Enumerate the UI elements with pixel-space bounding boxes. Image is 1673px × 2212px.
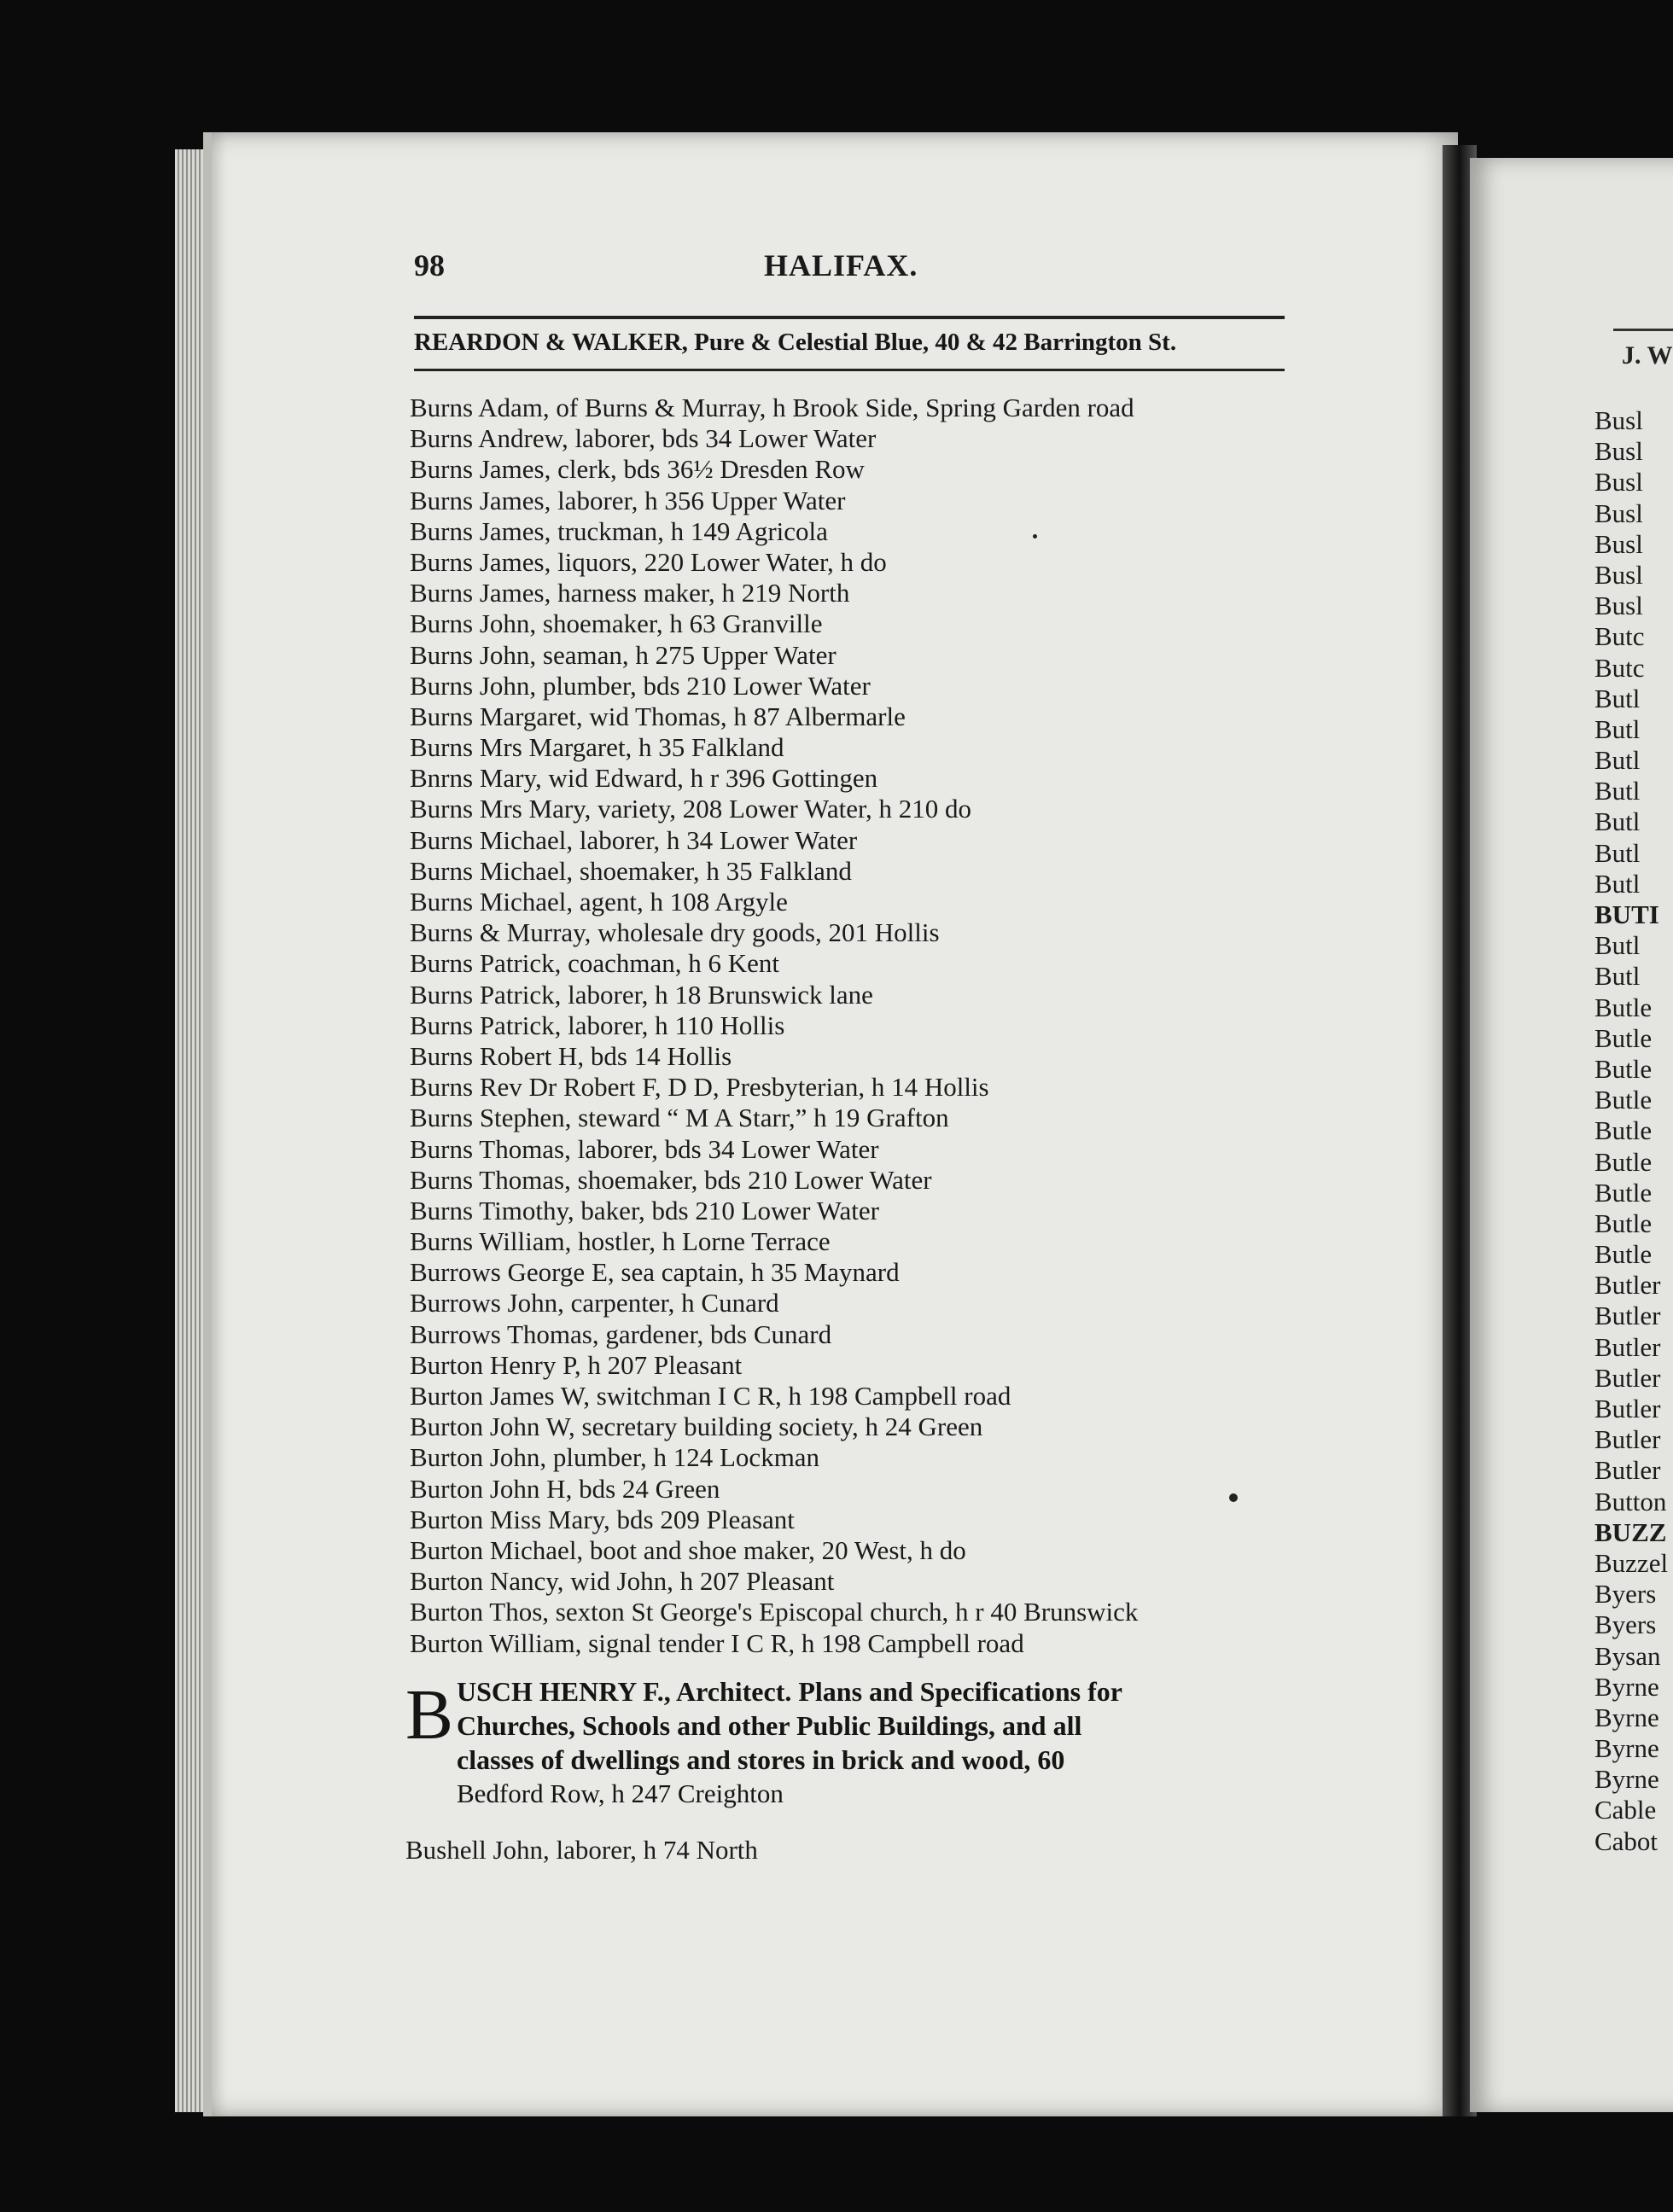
right-page-entry: Butler	[1594, 1424, 1661, 1455]
directory-list	[410, 393, 1297, 1659]
right-page-entry: Butle	[1594, 992, 1653, 1022]
directory-entry: Burns Michael, agent, h 108 Argyle	[410, 887, 788, 917]
right-page-entry: Butl	[1594, 776, 1641, 806]
directory-entry: Burton John H, bds 24 Green	[410, 1473, 720, 1504]
advert-line: Churches, Schools and other Public Buildings, and all	[457, 1710, 1082, 1741]
advert-line: classes of dwellings and stores in brick and wood, 60	[457, 1744, 1065, 1775]
header-rule	[414, 316, 1285, 319]
directory-entry: Burns Rev Dr Robert F, D D, Presbyterian, h 14 Hollis	[410, 1072, 989, 1103]
right-page-entry: Butl	[1594, 745, 1641, 776]
directory-entry: Burns James, liquors, 220 Lower Water, h do	[410, 546, 887, 577]
right-page-entry: Butle	[1594, 1053, 1653, 1084]
directory-entry: Burns Stephen, steward “ M A Starr,” h 19 Grafton	[410, 1103, 949, 1133]
right-page-entry: Buzzel	[1594, 1547, 1669, 1578]
right-page-entry: Butle	[1594, 1085, 1653, 1115]
right-page-entry: Butler	[1594, 1394, 1661, 1423]
right-page-entry: Button	[1594, 1486, 1667, 1516]
right-page-entry: Butle	[1594, 1208, 1653, 1238]
right-page-entry: Butler	[1594, 1455, 1661, 1486]
ink-speck	[1229, 1493, 1238, 1502]
directory-entry: Burns James, laborer, h 356 Upper Water	[410, 485, 846, 515]
directory-entry: Burns James, clerk, bds 36½ Dresden Row	[410, 454, 865, 485]
advert-rule	[414, 369, 1285, 371]
right-page-entry: BUZZ	[1594, 1516, 1667, 1547]
directory-entry: Burns Patrick, coachman, h 6 Kent	[410, 948, 780, 979]
right-page-entry: Byrne	[1594, 1764, 1659, 1795]
directory-entry: Bnrns Mary, wid Edward, h r 396 Gottingen	[410, 763, 878, 794]
directory-entry: Burns John, shoemaker, h 63 Granville	[410, 608, 823, 639]
directory-entry: Burns Thomas, shoemaker, bds 210 Lower Water	[410, 1164, 932, 1195]
directory-entry: Burton John, plumber, h 124 Lockman	[410, 1442, 820, 1473]
right-page-rule	[1613, 329, 1673, 331]
right-page-entry: Busl	[1594, 559, 1643, 590]
right-page-entry: Butl	[1594, 683, 1641, 713]
directory-entry: Burns Michael, laborer, h 34 Lower Water	[410, 824, 858, 855]
directory-entry: Burns Margaret, wid Thomas, h 87 Albermarle	[410, 701, 906, 731]
right-page-entry: Bysan	[1594, 1640, 1661, 1671]
right-page-entry: Byrne	[1594, 1733, 1659, 1764]
right-page-entry: Busl	[1594, 436, 1643, 467]
directory-entry: Burns James, harness maker, h 219 North	[410, 578, 850, 608]
directory-entry: Burns Patrick, laborer, h 18 Brunswick lane	[410, 979, 873, 1010]
right-page-entry: BUTI	[1594, 899, 1659, 929]
right-page-entry: Butl	[1594, 806, 1641, 837]
advert-line: Bedford Row, h 247 Creighton	[457, 1778, 784, 1808]
directory-entry: Burrows John, carpenter, h Cunard	[410, 1288, 779, 1318]
right-page-entry: Cabot	[1594, 1825, 1658, 1856]
right-page-entry: Busl	[1594, 528, 1643, 559]
directory-entry: Burton Nancy, wid John, h 207 Pleasant	[410, 1566, 835, 1597]
directory-entry: Burns Mrs Mary, variety, 208 Lower Water, h 210 do	[410, 794, 972, 824]
right-page-list	[1594, 405, 1673, 1857]
directory-entry: Burrows Thomas, gardener, bds Cunard	[410, 1318, 832, 1349]
right-page-entry: Butle	[1594, 1022, 1653, 1053]
page-number: 98	[414, 248, 445, 282]
directory-entry: Burns Timothy, baker, bds 210 Lower Water	[410, 1195, 879, 1225]
right-page-entry: Busl	[1594, 405, 1643, 435]
advert-banner: REARDON & WALKER, Pure & Celestial Blue, 40 & 42 Barrington St.	[414, 329, 1177, 356]
ink-speck	[1033, 534, 1037, 538]
directory-entry: Burton Miss Mary, bds 209 Pleasant	[410, 1504, 795, 1534]
directory-entry: Burton James W, switchman I C R, h 198 Campbell road	[410, 1381, 1011, 1411]
directory-entry: Burton Henry P, h 207 Pleasant	[410, 1349, 743, 1380]
directory-entry: Burns Andrew, laborer, bds 34 Lower Water	[410, 423, 877, 454]
directory-entry: Burns Thomas, laborer, bds 34 Lower Water	[410, 1133, 879, 1164]
directory-entry: Burton William, signal tender I C R, h 198 Campbell road	[410, 1627, 1024, 1658]
directory-entry: Burns & Murray, wholesale dry goods, 201 Hollis	[410, 917, 940, 948]
right-page-entry: Butl	[1594, 713, 1641, 744]
directory-entry: Burton Thos, sexton St George's Episcopal church, h r 40 Brunswick	[410, 1597, 1139, 1627]
right-page-header: J. W	[1622, 341, 1673, 370]
right-page-entry: Busl	[1594, 498, 1643, 528]
right-page-entry: Busl	[1594, 591, 1643, 621]
directory-entry: Burns Mrs Margaret, h 35 Falkland	[410, 732, 784, 763]
right-page-entry: Butler	[1594, 1270, 1661, 1301]
right-page-entry: Butl	[1594, 837, 1641, 868]
directory-entry: Burns James, truckman, h 149 Agricola	[410, 515, 828, 546]
right-page-entry: Butl	[1594, 868, 1641, 899]
right-page-entry: Busl	[1594, 467, 1643, 498]
directory-entry: Burns Robert H, bds 14 Hollis	[410, 1040, 732, 1071]
right-page-entry: Butle	[1594, 1177, 1653, 1208]
directory-entry: Burrows George E, sea captain, h 35 Maynard	[410, 1257, 900, 1288]
right-page-entry: Butc	[1594, 621, 1645, 652]
right-page-entry: Butle	[1594, 1115, 1653, 1146]
directory-entry: Burns John, plumber, bds 210 Lower Water	[410, 670, 871, 701]
right-page-entry: Byrne	[1594, 1671, 1659, 1702]
right-page-entry: Butc	[1594, 652, 1645, 683]
advert-line: USCH HENRY F., Architect. Plans and Specifications for	[457, 1676, 1122, 1707]
page-header	[414, 247, 1285, 299]
right-page-entry: Byers	[1594, 1610, 1657, 1640]
directory-entry: Burns Michael, shoemaker, h 35 Falkland	[410, 855, 852, 886]
drop-cap: B	[405, 1675, 454, 1755]
directory-entry: Burton Michael, boot and shoe maker, 20 West, h do	[410, 1534, 966, 1565]
right-page-entry: Butl	[1594, 930, 1641, 961]
directory-entry: Burns John, seaman, h 275 Upper Water	[410, 639, 836, 670]
directory-entry: Burns William, hostler, h Lorne Terrace	[410, 1226, 831, 1257]
busch-advert	[405, 1674, 1293, 1811]
directory-entry: Burton John W, secretary building society, h 24 Green	[410, 1412, 983, 1442]
page-title: HALIFAX.	[764, 248, 918, 282]
right-page-entry: Butle	[1594, 1146, 1653, 1177]
directory-entry: Burns Adam, of Burns & Murray, h Brook Side, Spring Garden road	[410, 393, 1134, 422]
right-page-entry: Byrne	[1594, 1702, 1659, 1732]
right-page-entry: Byers	[1594, 1579, 1657, 1610]
right-page-entry: Butle	[1594, 1239, 1653, 1270]
directory-entry: Burns Patrick, laborer, h 110 Hollis	[410, 1010, 785, 1040]
directory-entry: Bushell John, laborer, h 74 North	[405, 1835, 758, 1865]
right-page-entry: Butler	[1594, 1301, 1661, 1331]
right-page-entry: Cable	[1594, 1795, 1657, 1825]
right-page-entry: Butl	[1594, 961, 1641, 992]
right-page-entry: Butler	[1594, 1362, 1661, 1393]
right-page-entry: Butler	[1594, 1331, 1661, 1362]
